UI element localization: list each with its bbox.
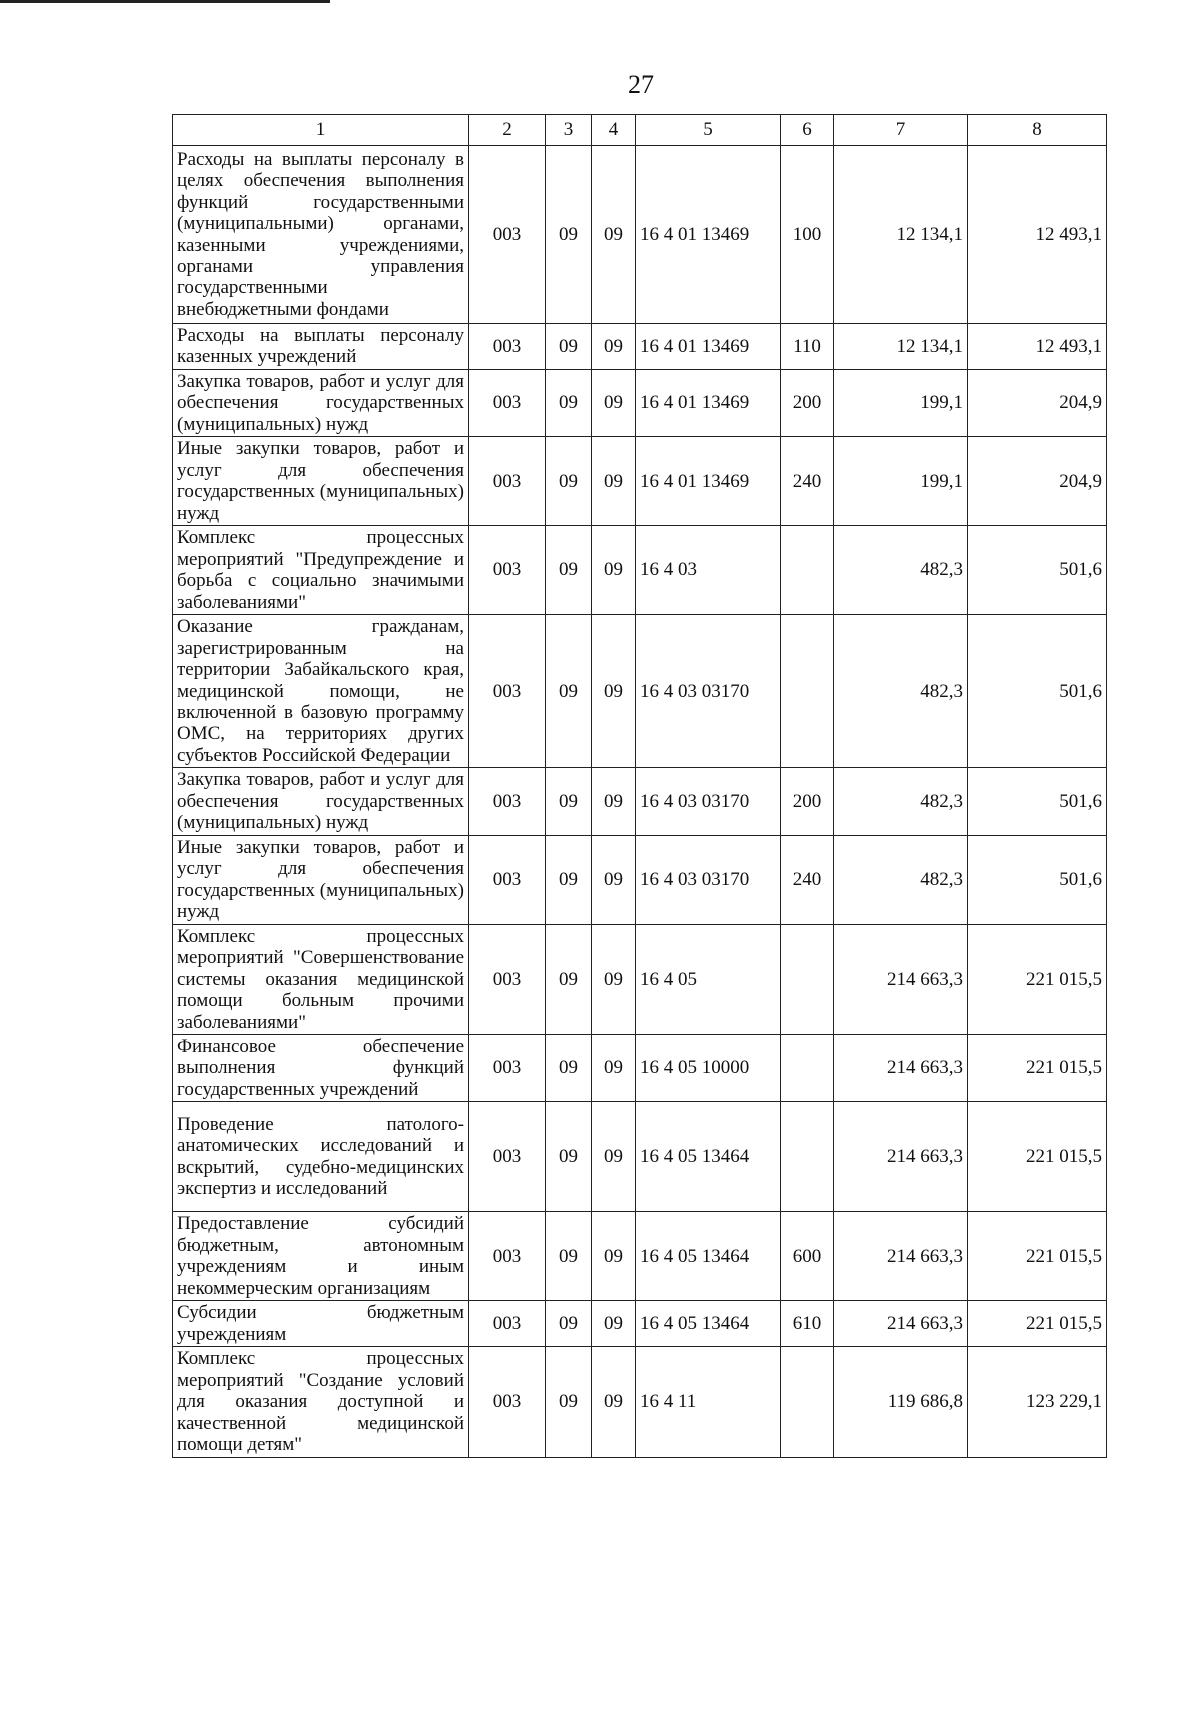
table-row <box>173 526 1107 615</box>
cell-admin-code: 003 <box>469 1102 546 1212</box>
cell-section: 09 <box>546 1212 592 1301</box>
cell-target-article: 16 4 05 13464 <box>636 1301 781 1347</box>
table-row <box>173 924 1107 1034</box>
row-description: Закупка товаров, работ и услуг для обеспечения государственных (муниципальных) нужд <box>173 768 469 835</box>
cell-admin-code: 003 <box>469 615 546 768</box>
table-row <box>173 369 1107 436</box>
col-header-3: 3 <box>546 115 592 146</box>
table-row <box>173 1035 1107 1102</box>
cell-amount-year1: 482,3 <box>834 768 968 835</box>
cell-target-article: 16 4 03 03170 <box>636 835 781 924</box>
cell-amount-year2: 221 015,5 <box>968 1035 1107 1102</box>
cell-expense-type: 600 <box>781 1212 834 1301</box>
cell-subsection: 09 <box>592 324 636 370</box>
col-header-5: 5 <box>636 115 781 146</box>
cell-admin-code: 003 <box>469 768 546 835</box>
cell-expense-type: 200 <box>781 768 834 835</box>
row-description: Комплекс процессных мероприятий "Совершенствование системы оказания медицинской помощи больным прочими заболеваниями" <box>173 924 469 1034</box>
cell-amount-year2: 221 015,5 <box>968 1212 1107 1301</box>
cell-target-article: 16 4 01 13469 <box>636 369 781 436</box>
cell-subsection: 09 <box>592 146 636 324</box>
cell-expense-type: 240 <box>781 835 834 924</box>
cell-amount-year1: 199,1 <box>834 437 968 526</box>
cell-section: 09 <box>546 924 592 1034</box>
cell-subsection: 09 <box>592 526 636 615</box>
cell-target-article: 16 4 05 13464 <box>636 1102 781 1212</box>
cell-admin-code: 003 <box>469 369 546 436</box>
cell-target-article: 16 4 03 03170 <box>636 768 781 835</box>
cell-section: 09 <box>546 835 592 924</box>
cell-expense-type <box>781 1102 834 1212</box>
row-description: Комплекс процессных мероприятий "Предупреждение и борьба с социально значимыми заболеваниями" <box>173 526 469 615</box>
table-row <box>173 835 1107 924</box>
scan-edge-line <box>0 0 330 3</box>
cell-amount-year2: 204,9 <box>968 437 1107 526</box>
cell-section: 09 <box>546 1301 592 1347</box>
col-header-7: 7 <box>834 115 968 146</box>
cell-target-article: 16 4 01 13469 <box>636 437 781 526</box>
cell-expense-type <box>781 526 834 615</box>
cell-subsection: 09 <box>592 835 636 924</box>
cell-amount-year1: 119 686,8 <box>834 1347 968 1457</box>
cell-expense-type <box>781 1347 834 1457</box>
cell-amount-year1: 482,3 <box>834 526 968 615</box>
cell-admin-code: 003 <box>469 146 546 324</box>
cell-amount-year1: 214 663,3 <box>834 1035 968 1102</box>
cell-admin-code: 003 <box>469 1347 546 1457</box>
row-description: Иные закупки товаров, работ и услуг для обеспечения государственных (муниципальных) нужд <box>173 835 469 924</box>
row-description: Иные закупки товаров, работ и услуг для обеспечения государственных (муниципальных) нужд <box>173 437 469 526</box>
cell-admin-code: 003 <box>469 437 546 526</box>
cell-admin-code: 003 <box>469 835 546 924</box>
table-row <box>173 768 1107 835</box>
cell-subsection: 09 <box>592 615 636 768</box>
cell-target-article: 16 4 03 <box>636 526 781 615</box>
cell-admin-code: 003 <box>469 324 546 370</box>
cell-admin-code: 003 <box>469 924 546 1034</box>
cell-expense-type: 610 <box>781 1301 834 1347</box>
cell-subsection: 09 <box>592 1035 636 1102</box>
cell-section: 09 <box>546 615 592 768</box>
cell-target-article: 16 4 05 10000 <box>636 1035 781 1102</box>
cell-target-article: 16 4 11 <box>636 1347 781 1457</box>
table-body <box>173 146 1107 1458</box>
cell-section: 09 <box>546 369 592 436</box>
cell-subsection: 09 <box>592 369 636 436</box>
cell-section: 09 <box>546 1035 592 1102</box>
cell-amount-year1: 214 663,3 <box>834 1301 968 1347</box>
row-description: Закупка товаров, работ и услуг для обеспечения государственных (муниципальных) нужд <box>173 369 469 436</box>
table-row <box>173 1301 1107 1347</box>
cell-admin-code: 003 <box>469 1212 546 1301</box>
row-description: Оказание гражданам, зарегистрированным на территории Забайкальского края, медицинской помощи, не включенной в базовую программу ОМС, на территориях других субъектов Российской Федерации <box>173 615 469 768</box>
cell-section: 09 <box>546 437 592 526</box>
table-row <box>173 146 1107 324</box>
budget-table <box>172 114 1107 1458</box>
cell-target-article: 16 4 01 13469 <box>636 146 781 324</box>
col-header-4: 4 <box>592 115 636 146</box>
cell-section: 09 <box>546 146 592 324</box>
cell-expense-type: 100 <box>781 146 834 324</box>
cell-subsection: 09 <box>592 1102 636 1212</box>
col-header-1: 1 <box>173 115 469 146</box>
cell-expense-type: 110 <box>781 324 834 370</box>
cell-amount-year1: 482,3 <box>834 615 968 768</box>
page-number: 27 <box>628 70 654 99</box>
cell-admin-code: 003 <box>469 1301 546 1347</box>
cell-section: 09 <box>546 1347 592 1457</box>
row-description: Проведение патолого-анатомических исследований и вскрытий, судебно-медицинских экспертиз и исследований <box>173 1102 469 1212</box>
cell-subsection: 09 <box>592 1212 636 1301</box>
cell-amount-year1: 214 663,3 <box>834 1102 968 1212</box>
col-header-8: 8 <box>968 115 1107 146</box>
cell-expense-type: 200 <box>781 369 834 436</box>
cell-section: 09 <box>546 324 592 370</box>
cell-target-article: 16 4 05 <box>636 924 781 1034</box>
cell-amount-year1: 12 134,1 <box>834 324 968 370</box>
cell-amount-year2: 501,6 <box>968 526 1107 615</box>
row-description: Предоставление субсидий бюджетным, автономным учреждениям и иным некоммерческим организациям <box>173 1212 469 1301</box>
cell-subsection: 09 <box>592 1347 636 1457</box>
cell-section: 09 <box>546 768 592 835</box>
cell-expense-type: 240 <box>781 437 834 526</box>
cell-admin-code: 003 <box>469 526 546 615</box>
table-row <box>173 1212 1107 1301</box>
cell-amount-year2: 12 493,1 <box>968 146 1107 324</box>
cell-amount-year2: 221 015,5 <box>968 1102 1107 1212</box>
cell-amount-year1: 214 663,3 <box>834 924 968 1034</box>
cell-subsection: 09 <box>592 1301 636 1347</box>
cell-section: 09 <box>546 1102 592 1212</box>
cell-amount-year2: 221 015,5 <box>968 924 1107 1034</box>
cell-amount-year2: 501,6 <box>968 615 1107 768</box>
cell-expense-type <box>781 924 834 1034</box>
row-description: Субсидии бюджетным учреждениям <box>173 1301 469 1347</box>
cell-amount-year1: 214 663,3 <box>834 1212 968 1301</box>
row-description: Расходы на выплаты персоналу казенных учреждений <box>173 324 469 370</box>
cell-target-article: 16 4 05 13464 <box>636 1212 781 1301</box>
col-header-6: 6 <box>781 115 834 146</box>
cell-subsection: 09 <box>592 437 636 526</box>
row-description: Комплекс процессных мероприятий "Создание условий для оказания доступной и качественной медицинской помощи детям" <box>173 1347 469 1457</box>
cell-expense-type <box>781 615 834 768</box>
cell-amount-year2: 12 493,1 <box>968 324 1107 370</box>
cell-expense-type <box>781 1035 834 1102</box>
cell-amount-year2: 501,6 <box>968 835 1107 924</box>
cell-admin-code: 003 <box>469 1035 546 1102</box>
table-row <box>173 324 1107 370</box>
cell-target-article: 16 4 01 13469 <box>636 324 781 370</box>
cell-amount-year2: 204,9 <box>968 369 1107 436</box>
cell-amount-year2: 123 229,1 <box>968 1347 1107 1457</box>
table-row <box>173 1347 1107 1457</box>
cell-subsection: 09 <box>592 924 636 1034</box>
cell-amount-year1: 482,3 <box>834 835 968 924</box>
cell-amount-year2: 501,6 <box>968 768 1107 835</box>
cell-amount-year2: 221 015,5 <box>968 1301 1107 1347</box>
table-row <box>173 615 1107 768</box>
cell-subsection: 09 <box>592 768 636 835</box>
header-row <box>173 115 1107 146</box>
row-description: Финансовое обеспечение выполнения функций государственных учреждений <box>173 1035 469 1102</box>
table-row <box>173 437 1107 526</box>
table-row <box>173 1102 1107 1212</box>
cell-target-article: 16 4 03 03170 <box>636 615 781 768</box>
row-description: Расходы на выплаты персоналу в целях обеспечения выполнения функций государственными (муниципальными) органами, казенными учреждениями, органами управления государственными внебюджетными фондами <box>173 146 469 324</box>
cell-amount-year1: 199,1 <box>834 369 968 436</box>
cell-amount-year1: 12 134,1 <box>834 146 968 324</box>
cell-section: 09 <box>546 526 592 615</box>
col-header-2: 2 <box>469 115 546 146</box>
